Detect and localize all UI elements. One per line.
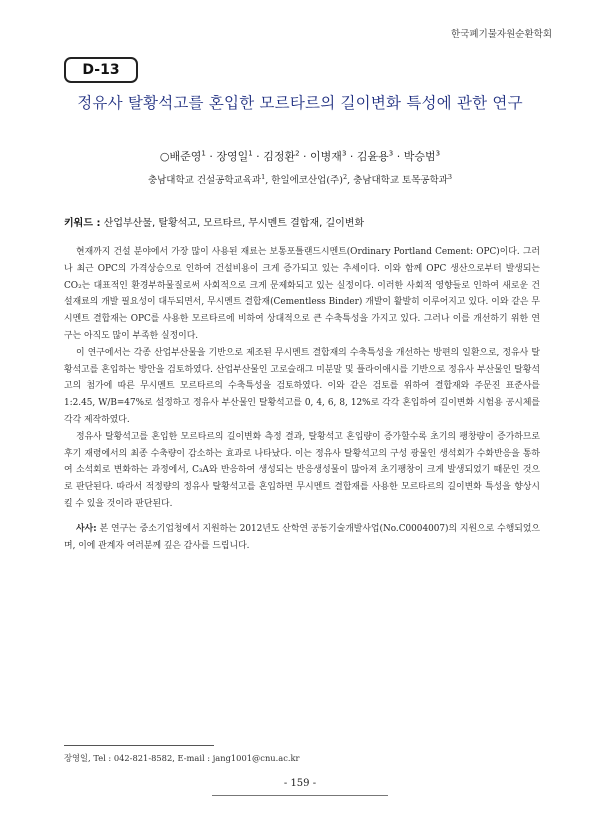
author-item: 김윤용$^3$ · (356, 149, 404, 163)
author-item: 박승범$^3$ (403, 149, 441, 163)
acknowledgement-paragraph (64, 521, 540, 555)
paper-title: 정유사 탈황석고를 혼입한 모르타르의 길이변화 특성에 관한 연구 (77, 94, 523, 112)
abstract-body (64, 244, 540, 513)
author-list (0, 148, 600, 164)
acknowledgement-text: 본 연구는 중소기업청에서 지원하는 2012년도 산학연 공동기술개발사업(No.C0004007)의 지원으로 수행되었으며, 이에 관계자 여러분께 깊은 감사를 드립니다. (64, 524, 540, 551)
affiliation-item: 충남대학교 토목공학과$^3$ (353, 172, 453, 186)
acknowledgement (64, 521, 540, 555)
keywords-text: 산업부산물, 탈황석고, 모르타르, 무시멘트 결합재, 길이변화 (103, 218, 365, 229)
affiliation-item: 한일에코산업(주)$^2$, (271, 172, 354, 186)
paper-code-badge: D-13 (64, 57, 138, 83)
author-item: 장영일$^1$ · (216, 149, 264, 163)
author-item: ○배준영$^1$ · (159, 149, 217, 163)
corresponding-author-footnote: 장영일, Tel : 042-821-8582, E-mail : jang1001@cnu.ac.kr (64, 753, 300, 763)
author-item: 이병재$^3$ · (310, 149, 357, 163)
acknowledgement-label: 사사: (76, 524, 97, 534)
page-number: - 159 - (283, 778, 317, 789)
society-header: 한국폐기물자원순환학회 (451, 29, 552, 40)
affiliation-item: 충남대학교 건설공학교육과$^1$, (147, 172, 272, 186)
body-paragraph: 정유사 탈황석고를 혼입한 모르타르의 길이변화 측정 결과, 탈황석고 혼입량이 증가할수록 초기의 팽창량이 증가하므로 후기 재령에서의 최종 수축량이 감소하는 효과로 나타났다. 이는 정유사 탈황석고의 구성 광물인 생석회가 수화반응을 통하여 소석회로 변화하는 과정에서, C₃A와 반응하여 생성되는 반응생성물이 많아져 초기팽창이 크게 발생되었기 때문인 것으로 판단된다. 따라서 적정량의 정유사 탈황석고를 혼입하면 무시멘트 결합재를 사용한 모르타르의 길이변화 특성을 향상시킬 수 있을 것이라 판단된다. (64, 431, 540, 509)
author-item: 김정환$^2$ · (263, 149, 311, 163)
body-paragraph: 현재까지 건설 분야에서 가장 많이 사용된 재료는 보통포틀랜드시멘트(Ordinary Portland Cement: OPC)이다. 그러나 최근 OPC의 가격상승으로 인하여 건설비용이 크게 증가되고 있는 추세이다. 이와 함께 OPC 생산으로부터 발생되는 CO₂는 대표적인 환경부하물질로써 사회적으로 크게 문제화되고 있는 실정이다. 이러한 사회적 영향들로 인하여 새로운 건설재료의 개발 필요성이 대두되면서, 무시멘트 결합재(Cementless Binder) 개발이 활발히 이루어지고 있다. 이와 같은 무시멘트 결합재는 OPC를 사용한 모르타르에 비하여 상대적으로 큰 수축특성을 가지고 있다. 그러나 이를 개선하기 위한 연구는 아직도 많이 부족한 실정이다. (64, 247, 540, 341)
keywords-label: 키워드 : (64, 218, 101, 229)
page-number-divider (212, 795, 388, 796)
footnote-divider (64, 745, 214, 746)
affiliation-list (0, 172, 600, 186)
body-paragraph: 이 연구에서는 각종 산업부산물을 기반으로 제조된 무시멘트 결합재의 수축특성을 개선하는 방편의 일환으로, 정유사 탈황석고를 혼입하는 방안을 검토하였다. 산업부산물인 고로슬래그 미분말 및 플라이애시를 기반으로 정유사 부산물인 탈황석고의 첨가에 따른 무시멘트 모르타르의 수축특성을 검토하였다. 이와 같은 검토를 위하여 결합재와 주문진 표준사를 1:2.45, W/B=47%로 설정하고 정유사 부산물인 탈황석고를 0, 4, 6, 8, 12%로 각각 혼입하여 길이변화 시험용 공시체를 각각 제작하였다. (64, 347, 540, 425)
keywords-line (64, 214, 544, 229)
